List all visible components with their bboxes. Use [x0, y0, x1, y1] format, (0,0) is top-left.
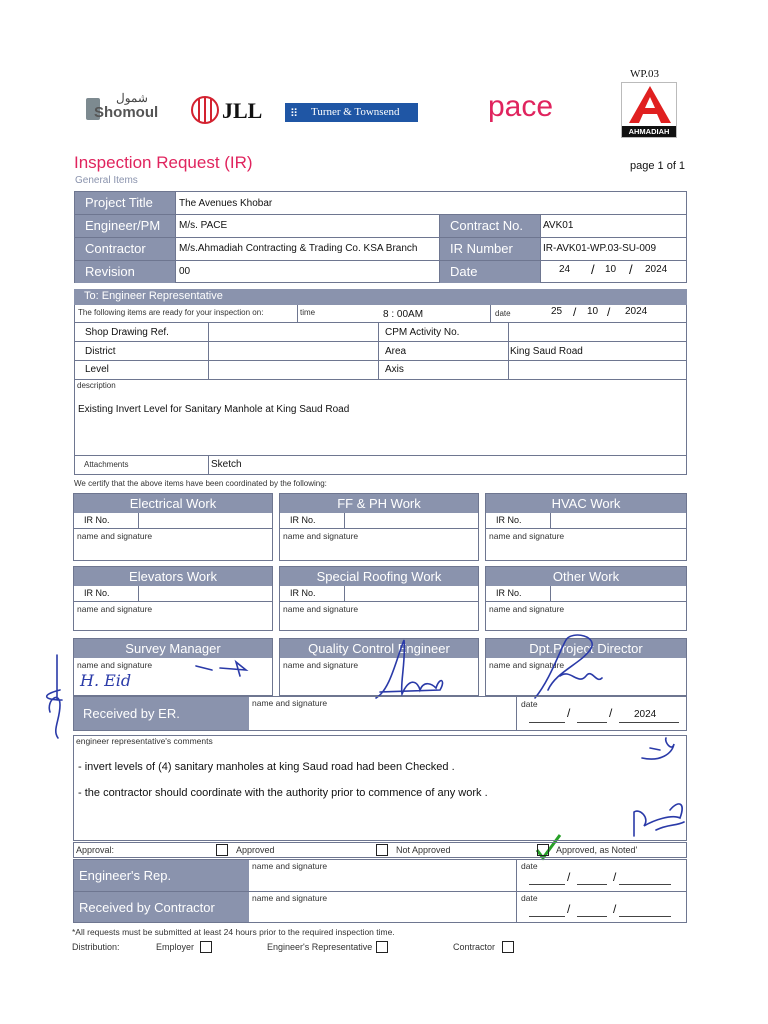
margin-initials-signature — [47, 655, 62, 738]
other-work-box — [485, 566, 687, 631]
approved-label: Approved — [236, 845, 275, 855]
engineer-rep-box — [73, 859, 687, 923]
engineer-rep-date-label: date — [521, 861, 538, 871]
elevators-work-box — [73, 566, 273, 631]
hvac-work-title: HVAC Work — [486, 494, 686, 513]
elevators-work-title: Elevators Work — [74, 567, 272, 586]
ir-number-label: IR Number — [440, 238, 540, 260]
received-contractor-label: Received by Contractor — [74, 892, 249, 922]
name-signature-label: name and signature — [283, 660, 359, 670]
name-signature-label: name and signature — [77, 531, 153, 541]
date-label: Date — [440, 261, 540, 283]
revision-value: 00 — [179, 266, 191, 277]
turner-townsend-logo: ⠿ Turner & Townsend — [285, 103, 418, 122]
received-er-name-sig: name and signature — [252, 698, 328, 708]
contractor-checkbox[interactable] — [502, 941, 514, 953]
contractor-label: Contractor — [75, 238, 175, 260]
engrep-checkbox[interactable] — [376, 941, 388, 953]
approved-as-noted-label: Approved, as Noted' — [556, 845, 638, 855]
pace-logo: pace — [488, 90, 554, 123]
electrical-work-box — [73, 493, 273, 561]
roofing-work-title: Special Roofing Work — [280, 567, 478, 586]
approved-as-noted-checkbox[interactable] — [537, 844, 549, 856]
received-er-label: Received by ER. — [74, 697, 249, 730]
jll-logo: JLL — [190, 96, 266, 124]
not-approved-label: Not Approved — [396, 845, 451, 855]
survey-signature-text: H. Eid — [80, 671, 132, 690]
area-label: Area — [385, 346, 407, 357]
name-signature-label: name and signature — [283, 604, 359, 614]
shomoul-logo: شمول Shomoul — [86, 94, 166, 126]
employer-label: Employer — [156, 942, 195, 952]
time-value: 8 : 00AM — [383, 309, 424, 320]
hvac-work-box — [485, 493, 687, 561]
cpm-label: CPM Activity No. — [385, 327, 460, 338]
axis-label: Axis — [385, 364, 404, 375]
survey-manager-box — [73, 638, 273, 696]
ir-no-label: IR No. — [290, 515, 316, 525]
contractor-value: M/s.Ahmadiah Contracting & Trading Co. KSA Branch — [179, 243, 418, 254]
contractor-dist-label: Contractor — [453, 942, 496, 952]
name-signature-label: name and signature — [283, 531, 359, 541]
shop-drawing-label: Shop Drawing Ref. — [85, 327, 169, 338]
engrep-label: Engineer's Representative — [267, 942, 373, 952]
district-label: District — [85, 346, 116, 357]
page-title: Inspection Request (IR) — [74, 153, 253, 172]
electrical-work-title: Electrical Work — [74, 494, 272, 513]
ir-number-value: IR-AVK01-WP.03-SU-009 — [543, 243, 657, 254]
employer-checkbox[interactable] — [200, 941, 212, 953]
approved-checkbox[interactable] — [216, 844, 228, 856]
name-signature-label: name and signature — [489, 531, 565, 541]
not-approved-checkbox[interactable] — [376, 844, 388, 856]
ir-no-label: IR No. — [496, 588, 522, 598]
contract-value: AVK01 — [543, 220, 574, 231]
attachments-label: Attachments — [84, 460, 129, 469]
received-contractor-date: / / — [529, 900, 679, 918]
contract-label: Contract No. — [440, 215, 540, 237]
approval-label: Approval: — [76, 845, 115, 855]
name-signature-label: name and signature — [489, 604, 565, 614]
footer-note: *All requests must be submitted at least 24 hours prior to the required inspection time. — [72, 927, 395, 937]
level-label: Level — [85, 364, 109, 375]
attachments-value: Sketch — [211, 459, 242, 470]
received-er-date: / / 2024 — [529, 707, 679, 723]
revision-label: Revision — [75, 261, 175, 283]
received-contractor-name-sig: name and signature — [252, 893, 328, 903]
ffph-work-title: FF & PH Work — [280, 494, 478, 513]
ready-text: The following items are ready for your inspection on: — [78, 308, 264, 317]
survey-manager-title: Survey Manager — [74, 639, 272, 658]
time-label: time — [300, 308, 316, 317]
received-contractor-date-label: date — [521, 893, 538, 903]
name-signature-label: name and signature — [77, 604, 153, 614]
engineer-label: Engineer/PM — [75, 215, 175, 237]
other-work-title: Other Work — [486, 567, 686, 586]
engineer-rep-name-sig: name and signature — [252, 861, 328, 871]
page-number: page 1 of 1 — [630, 160, 686, 172]
ahmadiah-logo: AHMADIAH — [621, 82, 677, 138]
description-text: Existing Invert Level for Sanitary Manhole at King Saud Road — [78, 404, 350, 415]
to-engineer-header: To: Engineer Representative — [74, 289, 687, 305]
ir-no-label: IR No. — [496, 515, 522, 525]
qc-engineer-box — [279, 638, 479, 696]
received-er-date-label: date — [521, 699, 538, 709]
name-signature-label: name and signature — [77, 660, 153, 670]
name-signature-label: name and signature — [489, 660, 565, 670]
page-subtitle: General Items — [75, 175, 138, 186]
area-value: King Saud Road — [510, 346, 583, 357]
doc-code: WP.03 — [630, 68, 660, 80]
comments-line-2: - the contractor should coordinate with the authority prior to commence of any work . — [78, 787, 488, 799]
approval-row — [73, 842, 687, 858]
comments-line-1: - invert levels of (4) sanitary manholes at king Saud road had been Checked . — [78, 761, 455, 773]
comments-box — [73, 735, 687, 841]
project-table: Project Title The Avenues Khobar Engineer/PM M/s. PACE Contract No. AVK01 Contractor M/s.Ahmadiah Contracting & Trading Co. KSA Branch IR Number IR-AVK01-WP.03-SU-009 Revision 00 Date 24 / 10 / 2024 — [74, 191, 687, 283]
project-director-title: Dpt.Project Director — [486, 639, 686, 658]
qc-engineer-title: Quality Control Engineer — [280, 639, 478, 658]
engineer-rep-date: / / — [529, 868, 679, 886]
distribution-row — [72, 940, 692, 956]
inspection-date-label: date — [495, 309, 511, 318]
engineer-value: M/s. PACE — [179, 220, 228, 231]
description-label: description — [77, 381, 116, 390]
roofing-work-box — [279, 566, 479, 631]
received-er-box — [73, 696, 687, 731]
ir-no-label: IR No. — [84, 515, 110, 525]
comments-label: engineer representative's comments — [76, 736, 213, 746]
engineer-rep-label: Engineer's Rep. — [74, 860, 249, 891]
project-title-value: The Avenues Khobar — [179, 198, 273, 209]
project-director-box — [485, 638, 687, 696]
certify-text: We certify that the above items have been coordinated by the following: — [74, 479, 327, 488]
project-title-label: Project Title — [75, 192, 175, 215]
inspection-grid: The following items are ready for your inspection on: time 8 : 00AM date 25 / 10 / 2024 Shop Drawing Ref. CPM Activity No. District Area King Saud Road Level Axis description Existing Invert Level for Sanitary Manhole at King Saud Road Attachments Sketch — [74, 305, 687, 475]
distribution-label: Distribution: — [72, 942, 120, 952]
ffph-work-box — [279, 493, 479, 561]
ir-no-label: IR No. — [290, 588, 316, 598]
ir-no-label: IR No. — [84, 588, 110, 598]
